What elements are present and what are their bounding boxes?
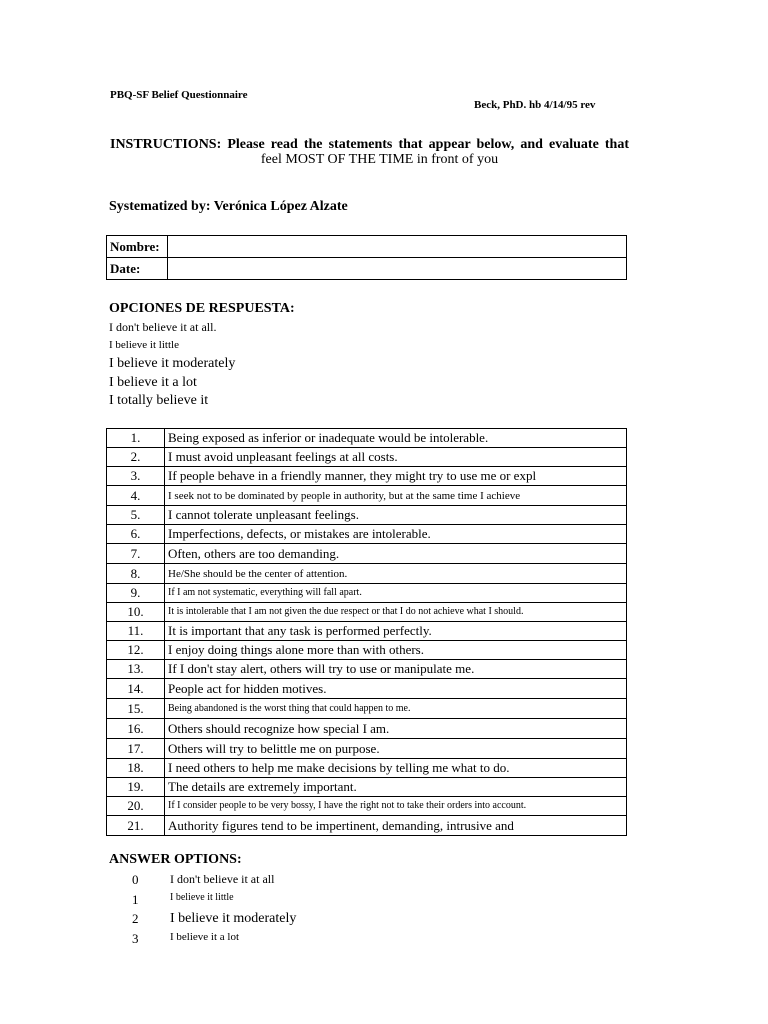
item-row: [107, 448, 627, 467]
response-option: I believe it a lot: [109, 375, 197, 390]
instructions: [110, 137, 629, 167]
item-number: 3.: [107, 467, 165, 486]
item-number: 11.: [107, 622, 165, 641]
item-statement: Others will try to belittle me on purpose.: [165, 739, 627, 759]
item-number: 16.: [107, 719, 165, 739]
answer-option-text: I believe it little: [170, 892, 234, 903]
item-statement: The details are extremely important.: [165, 778, 627, 797]
item-number: 10.: [107, 603, 165, 622]
item-number: 9.: [107, 584, 165, 603]
item-statement: I cannot tolerate unpleasant feelings.: [165, 506, 627, 525]
item-number: 6.: [107, 525, 165, 544]
item-statement: If I don't stay alert, others will try to use or manipulate me.: [165, 660, 627, 679]
item-number: 17.: [107, 739, 165, 759]
item-number: 12.: [107, 641, 165, 660]
item-number: 21.: [107, 816, 165, 836]
item-row: [107, 525, 627, 544]
answer-option-number: 0: [132, 872, 139, 887]
response-options-heading: OPCIONES DE RESPUESTA:: [109, 301, 295, 316]
instructions-line2: feel MOST OF THE TIME in front of you: [260, 152, 499, 167]
instructions-label: INSTRUCTIONS:: [110, 137, 222, 152]
item-statement: If I consider people to be very bossy, I have the right not to take their orders into account.: [165, 797, 627, 816]
response-option: I totally believe it: [109, 393, 209, 408]
item-number: 13.: [107, 660, 165, 679]
answer-options-heading: ANSWER OPTIONS:: [109, 852, 242, 867]
item-statement: Imperfections, defects, or mistakes are intolerable.: [165, 525, 627, 544]
answer-option-number: 2: [132, 911, 139, 926]
item-statement: I enjoy doing things alone more than with others.: [165, 641, 627, 660]
item-row: [107, 739, 627, 759]
item-row: [107, 429, 627, 448]
answer-option-number: 3: [132, 931, 139, 946]
item-statement: If people behave in a friendly manner, they might try to use me or expl: [165, 467, 627, 486]
answer-option-text: I believe it a lot: [170, 931, 240, 943]
item-number: 15.: [107, 699, 165, 719]
item-number: 14.: [107, 679, 165, 699]
item-statement: Others should recognize how special I am.: [165, 719, 627, 739]
response-option: I believe it moderately: [109, 356, 236, 371]
item-statement: Being exposed as inferior or inadequate would be intolerable.: [165, 429, 627, 448]
item-statement: I must avoid unpleasant feelings at all costs.: [165, 448, 627, 467]
item-row: [107, 544, 627, 564]
systematized-by: Systematized by: Verónica López Alzate: [109, 199, 348, 214]
item-number: 1.: [107, 429, 165, 448]
author-revision: Beck, PhD. hb 4/14/95 rev: [474, 99, 596, 111]
name-label: Nombre:: [107, 236, 168, 258]
date-label: Date:: [107, 258, 168, 280]
response-option: I believe it little: [109, 339, 179, 351]
item-row: [107, 679, 627, 699]
document-title: PBQ-SF Belief Questionnaire: [110, 89, 248, 101]
item-number: 8.: [107, 564, 165, 584]
answer-option-text: I believe it moderately: [170, 911, 297, 926]
item-statement: If I am not systematic, everything will fall apart.: [165, 584, 627, 603]
instructions-line1: Please read the statements that appear below, and evaluate that: [227, 137, 630, 152]
item-row: [107, 759, 627, 778]
item-row: [107, 699, 627, 719]
item-row: [107, 506, 627, 525]
item-statement: People act for hidden motives.: [165, 679, 627, 699]
name-field[interactable]: [168, 236, 627, 258]
item-number: 18.: [107, 759, 165, 778]
item-statement: Being abandoned is the worst thing that could happen to me.: [165, 699, 627, 719]
item-row: [107, 719, 627, 739]
item-statement: Authority figures tend to be impertinent, demanding, intrusive and: [165, 816, 627, 836]
name-date-table: [106, 235, 627, 280]
item-number: 5.: [107, 506, 165, 525]
item-number: 7.: [107, 544, 165, 564]
response-option: I don't believe it at all.: [109, 320, 217, 334]
item-row: [107, 797, 627, 816]
answer-option-number: 1: [132, 892, 139, 907]
item-number: 4.: [107, 486, 165, 506]
item-number: 20.: [107, 797, 165, 816]
item-row: [107, 622, 627, 641]
item-row: [107, 641, 627, 660]
item-number: 19.: [107, 778, 165, 797]
answer-option-text: I don't believe it at all: [170, 872, 275, 886]
item-row: [107, 660, 627, 679]
item-statement: He/She should be the center of attention.: [165, 564, 627, 584]
item-statement: I seek not to be dominated by people in authority, but at the same time I achieve: [165, 486, 627, 506]
item-statement: It is intolerable that I am not given the due respect or that I do not achieve what I should.: [165, 603, 627, 622]
item-number: 2.: [107, 448, 165, 467]
item-statement: Often, others are too demanding.: [165, 544, 627, 564]
item-row: [107, 467, 627, 486]
item-row: [107, 486, 627, 506]
belief-items-table: [106, 428, 627, 836]
item-statement: I need others to help me make decisions by telling me what to do.: [165, 759, 627, 778]
item-row: [107, 603, 627, 622]
item-row: [107, 778, 627, 797]
item-statement: It is important that any task is performed perfectly.: [165, 622, 627, 641]
item-row: [107, 584, 627, 603]
item-row: [107, 816, 627, 836]
date-field[interactable]: [168, 258, 627, 280]
item-row: [107, 564, 627, 584]
